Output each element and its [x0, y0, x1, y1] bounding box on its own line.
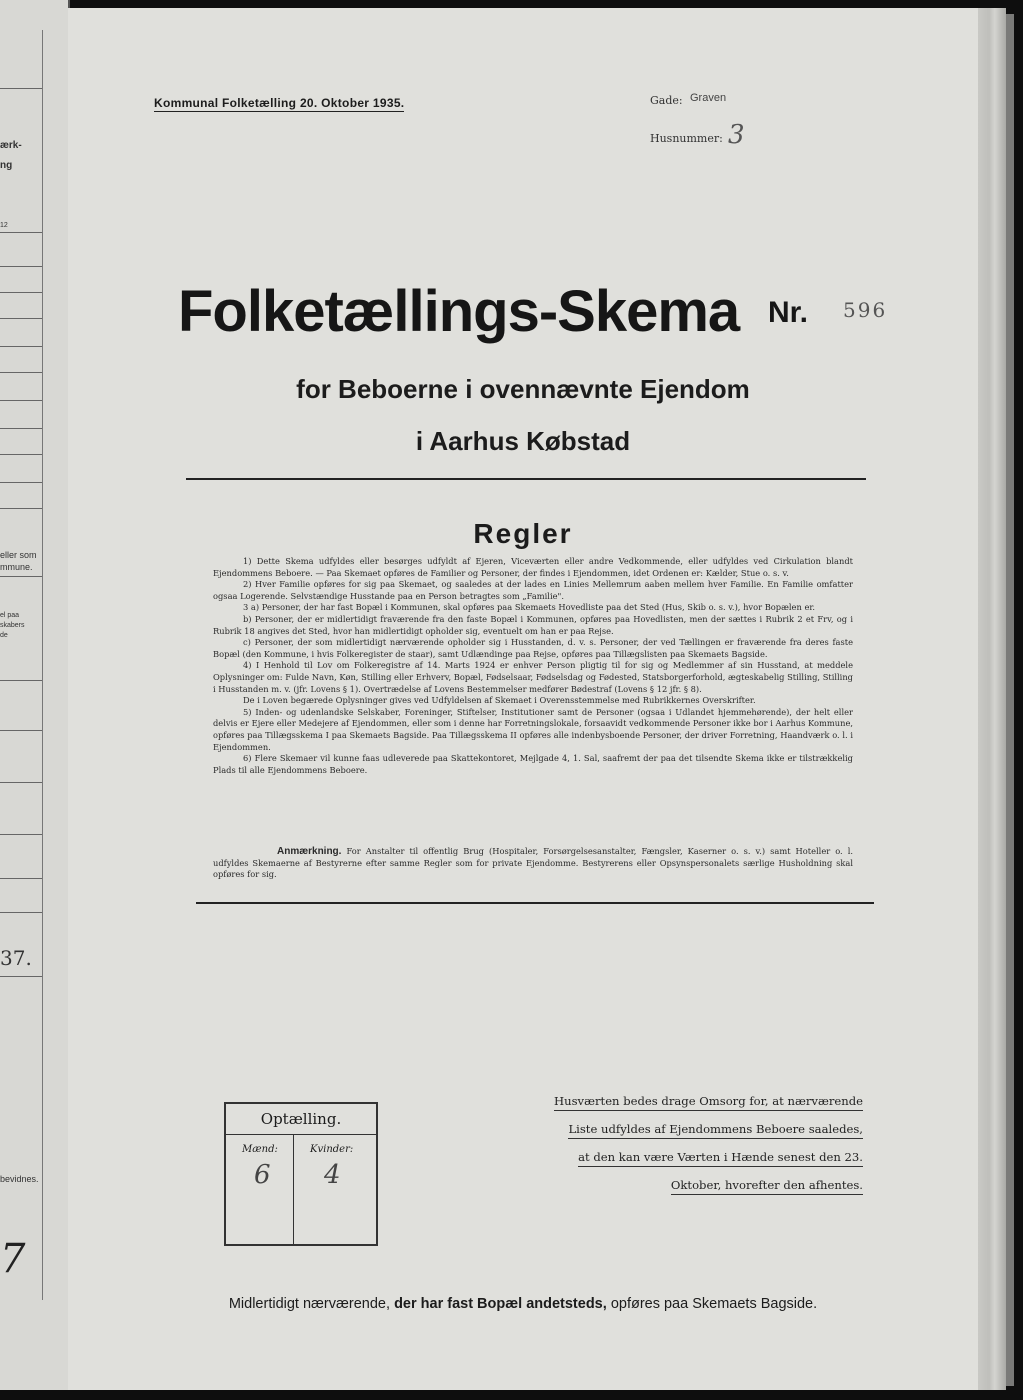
form-subtitle: for Beboerne i ovennævnte Ejendom	[296, 374, 750, 404]
left-page-rule	[0, 730, 42, 731]
left-page-text: bevidnes.	[0, 1174, 39, 1184]
left-page-rule	[0, 346, 42, 347]
footer-part-2: der har fast Bopæl andetsteds,	[394, 1296, 607, 1312]
form-number-stamp: 596	[843, 298, 888, 322]
left-page-rule	[0, 266, 42, 267]
rule-paragraph: 6) Flere Skemaer vil kunne faas udleverede paa Skattekontoret, Mejlgade 4, 1. Sal, saafremt der paa det tilsendte Skema ikke er tilstrækkelig Plads til alle Ejendommens Beboere.	[213, 753, 853, 775]
street-label: Gade:	[650, 94, 683, 107]
landlord-instructions	[523, 1094, 863, 1206]
note-heading: Anmærkning.	[277, 846, 342, 857]
census-header: Kommunal Folketælling 20. Oktober 1935.	[154, 96, 405, 110]
rule-paragraph: 5) Inden- og udenlandske Selskaber, Foreninger, Stiftelser, Institutioner samt de Personer (ogsaa i Udlandet hjemmehørende), der helt eller delvis er Ejere eller Medejere af Ejendommen, eller som i denne har Forretningslokale, forsaavidt vedkommende Personer ikke bor i Aarhus Kommune, opføres paa Tillægsskema I paa Skemaets Bagside. Paa Tillægsskema II opføres alle indenbysboende Personer, der driver Forretning, Haandværk o. l. i Ejendommen.	[213, 706, 853, 752]
left-page-text: ng	[0, 160, 13, 171]
left-page-text: mmune.	[0, 562, 33, 572]
left-page-text: skabers	[0, 622, 25, 629]
footer-part-1: Midlertidigt nærværende,	[228, 1296, 391, 1312]
left-page-rule	[0, 482, 42, 483]
left-page-text: el paa	[0, 612, 20, 619]
footer-part-3: opføres paa Skemaets Bagside.	[610, 1296, 818, 1312]
left-page-fragment	[0, 0, 70, 1390]
left-page-border	[42, 30, 43, 1300]
left-page-rule	[0, 400, 42, 401]
left-page-rule	[0, 428, 42, 429]
rule-paragraph: 1) Dette Skema udfyldes eller besørges udfyldt af Ejeren, Viceværten eller andre Vedkommende, eller udfyldes ved Cirkulation blandt Ejendommens Beboere. — Paa Skemaet opføres de Familier og Personer, der findes i Ejendommen, idet Ordenen er: Kælder, Stue o. s. v.	[213, 556, 853, 578]
house-number-label: Husnummer:	[650, 132, 723, 145]
title-divider	[186, 478, 866, 480]
rule-paragraph: c) Personer, der som midlertidigt nærværende opholder sig i Husstanden, d. v. s. Personer, der ved Tællingen er fraværende fra deres faste Bopæl (den Kommune, i hvis Folkeregister de staar), samt Udlændinge paa Rejse, opføres paa Tillægslisten paa Skemaets Bagside.	[213, 637, 853, 659]
form-location: i Aarhus Købstad	[415, 426, 631, 456]
left-page-handwriting: 7	[0, 1236, 26, 1282]
tally-women-label: Kvinder:	[310, 1144, 354, 1155]
tally-men-value: 6	[254, 1160, 271, 1190]
left-page-rule	[0, 878, 42, 879]
tally-men-label: Mænd:	[242, 1144, 278, 1155]
rule-paragraph: De i Loven begærede Oplysninger gives ved Udfyldelsen af Skemaet i Overensstemmelse med Rubrikkernes Overskrifter.	[243, 695, 756, 706]
rules-body	[213, 556, 853, 776]
note-block	[213, 846, 853, 881]
tally-women-value: 4	[324, 1160, 341, 1190]
census-form-page	[68, 8, 978, 1390]
left-page-rule	[0, 680, 42, 681]
left-page-rule	[0, 508, 42, 509]
landlord-line: Liste udfyldes af Ejendommens Beboere saaledes,	[568, 1122, 863, 1139]
left-page-text: de	[0, 632, 8, 639]
left-page-rule	[0, 232, 42, 233]
tally-divider	[293, 1134, 294, 1244]
tally-heading: Optælling.	[226, 1104, 376, 1135]
footer-note	[68, 1296, 978, 1312]
left-page-rule	[0, 88, 42, 89]
house-number-value: 3	[728, 120, 745, 150]
left-page-rule	[0, 292, 42, 293]
page-stack-edge	[978, 8, 1006, 1390]
rule-paragraph: 4) I Henhold til Lov om Folkeregistre af 14. Marts 1924 er enhver Person pligtig til for sig og Medlemmer af sin Husstand, at meddele Oplysninger om: Fulde Navn, Køn, Stilling eller Erhverv, Bopæl, Fødselsaar, Fødselsdag og Fødested, Statsborgerforhold, ægteskabelig Stilling, Stilling i Husstanden m. v. (jfr. Lovens § 1). Overtrædelse af Lovens Bestemmelser medfører Bødestraf (Lovens § 12 jfr. § 8).	[213, 660, 853, 694]
left-page-handwriting: 37.	[0, 946, 32, 970]
left-page-rule	[0, 372, 42, 373]
left-page-rule	[0, 318, 42, 319]
landlord-line: Husværten bedes drage Omsorg for, at nærværende	[554, 1094, 863, 1111]
page-stack-shadow	[1006, 14, 1014, 1386]
left-page-rule	[0, 976, 42, 977]
left-page-rule	[0, 834, 42, 835]
left-page-text: 12	[0, 222, 8, 229]
left-page-text: eller som	[0, 550, 37, 560]
form-nr-label: Nr.	[768, 296, 809, 329]
left-page-rule	[0, 912, 42, 913]
form-title: Folketællings-Skema	[178, 279, 740, 344]
rule-paragraph: 2) Hver Familie opføres for sig paa Skemaet, og saaledes at der lades en Linies Mellemrum aaben mellem hver Familie. En Familie omfatter ogsaa Logerende. Selvstændige Husstande paa en Person betragtes som „Familie".	[213, 579, 853, 601]
landlord-line: at den kan være Værten i Hænde senest den 23.	[578, 1150, 863, 1167]
landlord-line: Oktober, hvorefter den afhentes.	[671, 1178, 863, 1195]
tally-box	[224, 1102, 378, 1246]
left-page-rule	[0, 782, 42, 783]
rule-paragraph: 3 a) Personer, der har fast Bopæl i Kommunen, skal opføres paa Skemaets Hovedliste paa det Sted (Hus, Skib o. s. v.), hvor Bopælen er.	[243, 602, 816, 613]
left-page-rule	[0, 576, 42, 577]
left-page-rule	[0, 454, 42, 455]
rules-heading: Regler	[473, 518, 573, 549]
left-page-text: ærk-	[0, 140, 22, 151]
note-divider	[196, 902, 874, 904]
rule-paragraph: b) Personer, der er midlertidigt fraværende fra den faste Bopæl i Kommunen, opføres paa Hovedlisten, men der sættes i Rubrik 2 et Frv, og i Rubrik 18 angives det Sted, hvor han midlertidigt opholder sig, eventuelt om han er paa Rejse.	[213, 613, 853, 636]
street-value: Graven	[690, 92, 727, 104]
note-text: For Anstalter til offentlig Brug (Hospitaler, Forsørgelsesanstalter, Fængsler, Kaserner o. s. v.) samt Hoteller o. l. udfyldes Skemaerne af Bestyrerne efter samme Regler som for private Ejendomme. Bestyrerens eller Opsynspersonalets særlige Husholdning skal opføres for sig.	[213, 846, 853, 880]
